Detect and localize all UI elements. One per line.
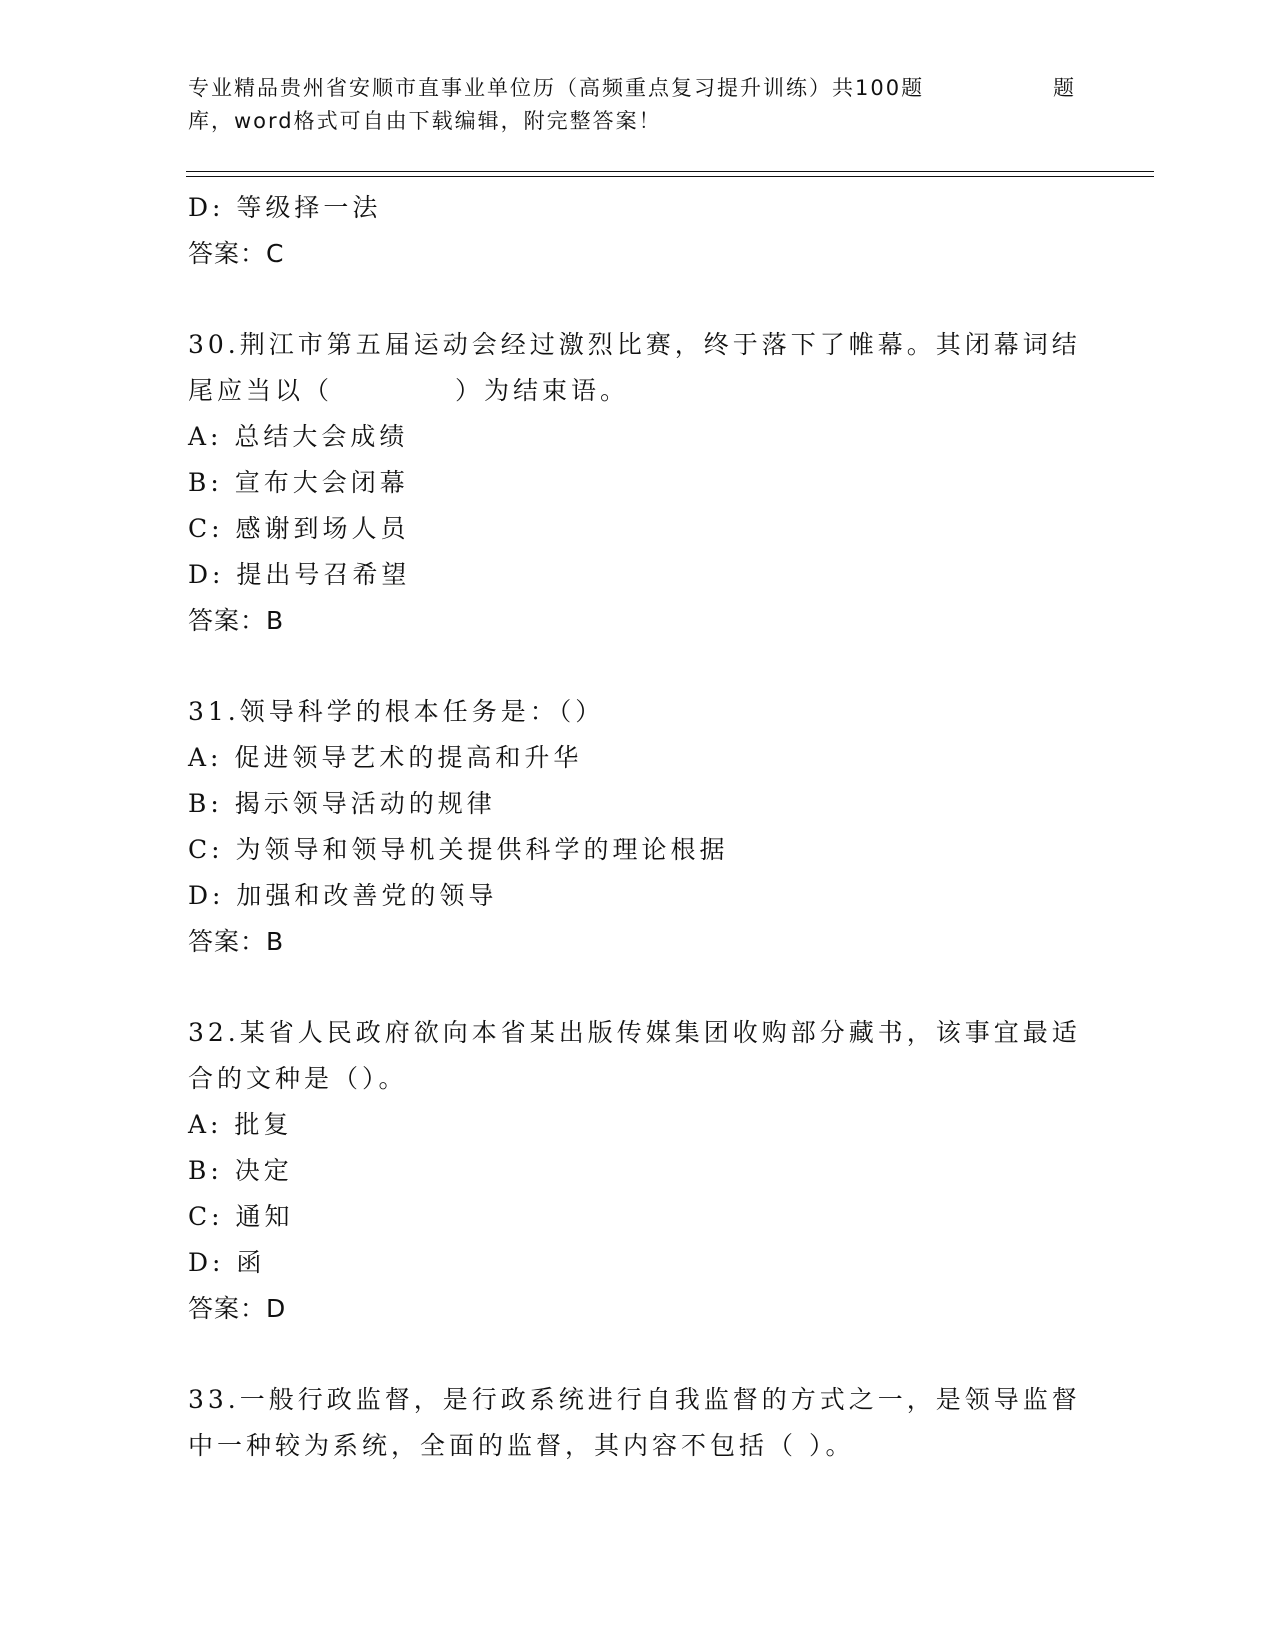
header-title-text: 专业精品贵州省安顺市直事业单位历（高频重点复习提升训练）共100题	[188, 76, 925, 100]
header-line-2: 库，word格式可自由下载编辑，附完整答案！	[188, 109, 662, 133]
header-divider-top	[186, 171, 1154, 172]
question-stem: 31.领导科学的根本任务是：（）	[188, 697, 605, 726]
option-d: D: 函	[188, 1248, 266, 1277]
header-line-1	[188, 72, 1088, 105]
stem-before-blank: 尾应当以（	[188, 376, 334, 405]
option-a: A: 促进领导艺术的提高和升华	[188, 743, 583, 772]
question-stem-continued: 中一种较为系统，全面的监督，其内容不包括（ ）。	[188, 1431, 855, 1460]
header-title-tail: 题	[1053, 76, 1076, 100]
question-33	[188, 1377, 1108, 1469]
option-b: B: 决定	[188, 1156, 293, 1185]
option-a: A: 总结大会成绩	[188, 422, 409, 451]
answer: 答案：C	[188, 239, 285, 268]
option-a: A: 批复	[188, 1110, 293, 1139]
answer: 答案：D	[188, 1294, 287, 1323]
question-stem-continued	[188, 368, 1108, 414]
question-stem: 30.荆江市第五届运动会经过激烈比赛，终于落下了帷幕。其闭幕词结	[188, 330, 1081, 359]
option-c: C: 为领导和领导机关提供科学的理论根据	[188, 835, 729, 864]
question-30	[188, 322, 1108, 644]
answer: 答案：B	[188, 927, 285, 956]
option-c: C: 通知	[188, 1202, 294, 1231]
question-stem-continued: 合的文种是（）。	[188, 1064, 408, 1093]
option-b: B: 宣布大会闭幕	[188, 468, 409, 497]
question-stem: 33.一般行政监督，是行政系统进行自我监督的方式之一，是领导监督	[188, 1385, 1081, 1414]
page-header	[188, 72, 1088, 138]
option-b: B: 揭示领导活动的规律	[188, 789, 496, 818]
option-d: D: 提出号召希望	[188, 560, 411, 589]
question-31	[188, 689, 1108, 965]
option-d: D: 加强和改善党的领导	[188, 881, 498, 910]
question-32	[188, 1010, 1108, 1332]
question-list	[188, 185, 1108, 1469]
stem-after-blank: ）为结束语。	[455, 376, 630, 405]
question-stem: 32.某省人民政府欲向本省某出版传媒集团收购部分藏书，该事宜最适	[188, 1018, 1081, 1047]
previous-question-tail	[188, 185, 1108, 277]
header-divider-bottom	[186, 176, 1154, 177]
option-d: D: 等级择一法	[188, 193, 382, 222]
option-c: C: 感谢到场人员	[188, 514, 410, 543]
answer: 答案：B	[188, 606, 285, 635]
